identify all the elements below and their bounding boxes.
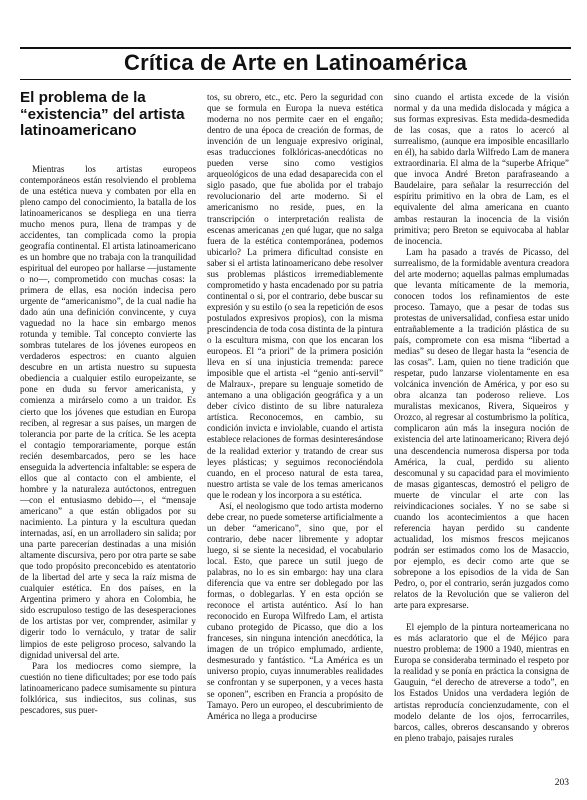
paragraph: Para los mediocres como siempre, la cuestión no tiene dificultades; por ese todo país latinoamericano padece sumisamente su pintura folklórica, sus indiecitos, sus colinas, sus pescadores, sus puer- bbox=[20, 660, 196, 715]
paragraph: Así, el neologismo que todo artista moderno debe crear, no puede someterse artificialmente a un deber “americano”, sino que, por el contrario, debe nacer libremente y adoptar luego, si se siente la necesidad, el vocabulario local. Esto, que parece un sutil juego de palabras, no lo es sin embargo: hay una clara diferencia que va entre ser doblegado por las formas, o doblegarlas. Y en esta opción se reconoce el artista auténtico. Así lo han reconocido en Europa Wilfredo Lam, el artista cubano protegido de Picasso, que dio a los franceses, sin ninguna intención anecdótica, la imagen de un trópico emplumado, ardiente, desmesurado y fantástico. “La América es un universo propio, cuyas innumerables realidades se confrontan y se superponen, y a veces hasta se oponen”, escriben en Francia a propósito de Tamayo. Pero un europeo, el descubrimiento de América no llega a producirse bbox=[207, 500, 383, 721]
title-bottom-rule bbox=[20, 79, 571, 80]
paragraph: Mientras los artistas europeos contemporáneos están resolviendo el problema de una estética nueva y combaten por ella en pleno campo del conocimiento, la batalla de los latinoamericanos se despliega en una tierra mucho menos pura, llena de trampas y de accidentes, tan complicada como la propia geografía continental. El artista latinoamericano es un hombre que no trabaja con la tranquilidad espiritual del europeo por hallarse —justamente o no—, comprometido con muchas cosas: la primera de ellas, esa noción indecisa pero urgente de “americanismo”, de la cual nadie ha dado aún una definición convincente, y cuya vaguedad no la hace sin embargo menos rotunda y temible. Tal concepto convierte las sombras tutelares de los jóvenes europeos en verdaderos espectros: en cuanto alguien descubre en un artista nuestro su supuesta obediencia a cualquier estilo europeizante, se pone en duda su fervor americanista, y comienza a mirárselo como a un traidor. Es cierto que los jóvenes que estudian en Europa reciben, al regresar a sus países, un margen de tolerancia por parte de la crítica. Se les acepta el contagio temporariamente, porque están recién desembarcados, pero se les hace enseguida la advertencia infaltable: se espera de ellos que al contacto con el ambiente, el hombre y la naturaleza autóctonos, entreguen —con el entusiasmo debido—, el “mensaje americano” a que están obligados por su nacimiento. La pintura y la escultura quedan internadas, así, en un arrolladero sin salida; por una parte parecerían destinadas a una misión altamente discursiva, pero por otra parte se sabe que todo propósito preconcebido es atentatorio de la libertad del arte y seca la raíz misma de cualquier estética. En dos países, en la Argentina primero y ahora en Colombia, he sido escrupuloso testigo de las desesperaciones de los artistas por ver, comprender, asimilar y digerir todo lo vernáculo, y tratar de salir limpios de este peligroso proceso, salvando la dignidad universal del arte. bbox=[20, 163, 196, 660]
column-3 bbox=[394, 92, 569, 744]
column-1 bbox=[20, 90, 196, 716]
paragraph: tos, su obrero, etc., etc. Pero la seguridad con que se formula en Europa la nueva estética moderna no nos permite caer en el engaño; dentro de una época de creación de formas, de invención de un lenguaje expresivo original, esas traducciones folklóricas-anecdóticas no pueden verse sino como vestigios arqueológicos de una edad desaparecida con el siglo pasado, que fue abolida por el trabajo revolucionario del arte moderno. Si el americanismo no reside, pues, en la transcripción o interpretación realista de escenas americanas ¿en qué lugar, que no salga fuera de la estética contemporánea, podemos ubicarlo? La primera dificultad consiste en saber si el artista latinoamericano debe resolver sus problemas plásticos irremediablemente comprometido y hasta encadenado por su patria continental o si, por el contrario, debe buscar su expresión y su estilo (o sea la repetición de esos postulados expresivos propios), con la misma prescindencia de toda cosa distinta de la pintura o la escultura misma, con que los encaran los europeos. El “a priori” de la primera posición lleva en sí una injusticia tremenda: parece imposible que el artista -el “genio anti-servil” de Malraux-, prepare su lenguaje sometido de antemano a una obligación geográfica y a un deber cívico distinto de su libre naturaleza artística. Reconocemos, en cambio, su condición invicta e inviolable, cuando el artista establece relaciones de formas desinteresándose de la realidad exterior y tratando de crear sus leyes plásticas; y seguimos reconociéndola cuando, en el proceso natural de esta tarea, nuestro artista se vale de los temas americanos que le rodean y los incorpora a su estética. bbox=[207, 92, 383, 500]
page-number: 203 bbox=[554, 778, 569, 788]
paragraph: El ejemplo de la pintura norteamericana no es más aclaratorio que el de Méjico para nuestro problema: de 1900 a 1940, mientras en Europa se consideraba terminado el respeto por la realidad y se ponía en práctica la consigna de Gauguin, “el derecho de atreverse a todo”, en los Estados Unidos una verdadera legión de artistas reproducía concienzudamente, con el modelo delante de los ojos, ferrocarriles, barcos, calles, obreros descansando y obreros en pleno trabajo, paisajes rurales bbox=[394, 622, 569, 743]
paragraph: sino cuando el artista excede de la visión normal y da una medida dislocada y mágica a sus formas expresivas. Esta medida-desmedida de las cosas, que a ratos lo acercó al surrealismo, (aunque era imposible encasillarlo en él), ha sabido darla Wilfredo Lam de manera extraordinaria. El alma de la “superbe Afrique” que invoca André Breton parafraseando a Baudelaire, para señalar la resurrección del espíritu primitivo en la obra de Lam, es el equivalente del alma americana en cuanto ambas restauran la inocencia de la visión primitiva; pero Breton se equivocaba al hablar de inocencia. bbox=[394, 92, 569, 246]
article-subtitle: El problema de la “existencia” del artista latinoamericano bbox=[20, 89, 185, 139]
article-title: Crítica de Arte en Latinoamérica bbox=[123, 50, 468, 75]
column-2 bbox=[207, 92, 383, 722]
paragraph: Lam ha pasado a través de Picasso, del surrealismo, de la formidable aventura creadora del arte moderno; aquellas palmas emplumadas que levanta míticamente de la memoria, conocen todos los refinamientos de este proceso. Tamayo, que a pesar de todas sus protestas de universalidad, confiesa estar unido entrañablemente a la tradición plástica de su país, compromete con esa misma “libertad a medias” su deseo de llegar hasta la “esencia de las cosas”. Lam, quien no tiene tradición que respetar, pudo lanzarse violentamente en esa volcánica invención de América, y por eso su obra alcanza tan poderoso relieve. Los muralistas mexicanos, Rivera, Siqueiros y Orozco, al regresar al costumbrismo la política, complicaron aún más la insegura noción de existencia del arte latinoamericano; Rivera dejó una descendencia numerosa dispersa por toda América, la cual, perdido su aliento descomunal y su capacidad para el movimiento de masas gigantescas, demostró el peligro de muerte de vincular el arte con las reivindicaciones sociales. Y no se sabe si cuando los acontecimientos a que hacen referencia hayan perdido su candente actualidad, los mismos frescos mejicanos podrán ser estimados como los de Masaccio, por ejemplo, es decir como arte que se sobrepone a los episodios de la vida de San Pedro, o, por el contrario, serán juzgados como relatos de la Revolución que se valieron del arte para expresarse. bbox=[394, 246, 569, 611]
